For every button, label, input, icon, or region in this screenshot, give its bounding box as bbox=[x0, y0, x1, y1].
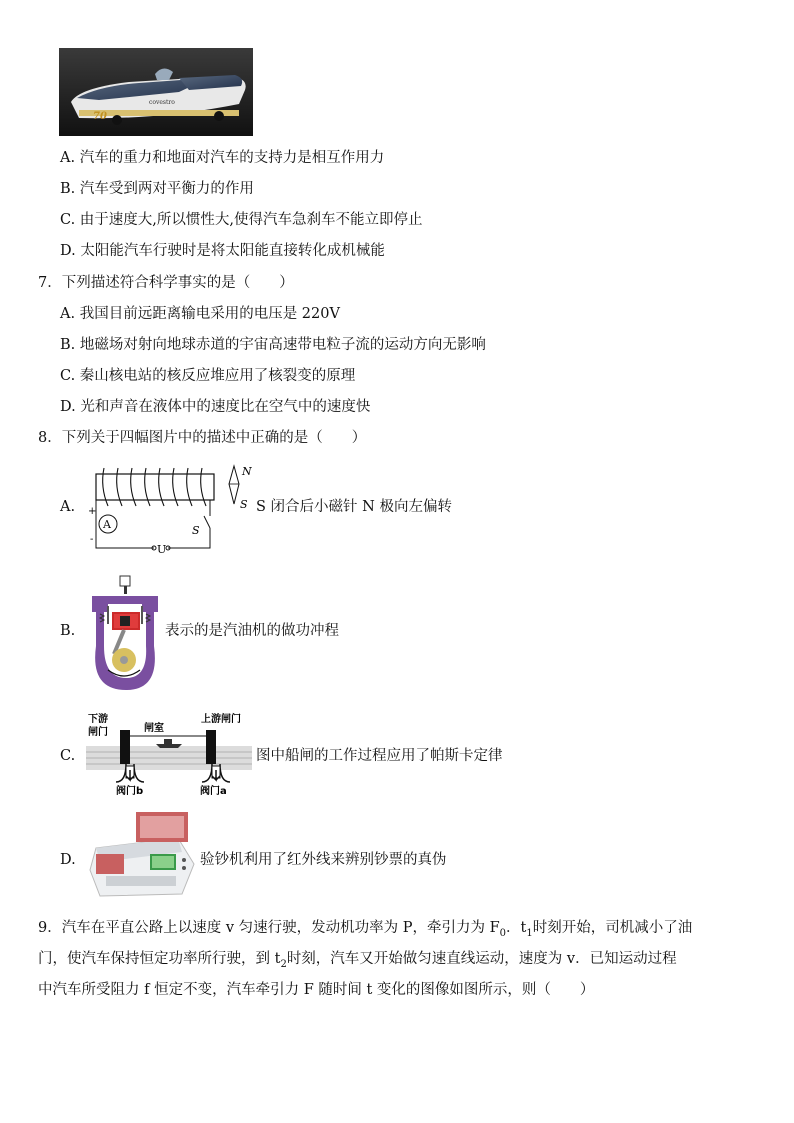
valve-a-label: 阀门a bbox=[200, 786, 227, 797]
q8-option-c-text: 图中船闸的工作过程应用了帕斯卡定律 bbox=[256, 748, 503, 764]
downstream-gate-label: 下游 bbox=[88, 714, 108, 725]
plus-sign: + bbox=[88, 506, 97, 517]
q9-text: 门，使汽车保持恒定功率所行驶，到 t bbox=[38, 951, 281, 967]
car-brand-text: covestro bbox=[149, 99, 175, 106]
q6-option-a bbox=[60, 148, 384, 168]
q9-line-2 bbox=[38, 949, 677, 975]
q8-option-b-letter: B. bbox=[60, 623, 76, 639]
q8-option-a-text: S 闭合后小磁针 N 极向左偏转 bbox=[256, 499, 452, 515]
upstream-gate-label: 上游闸门 bbox=[201, 714, 241, 725]
q7-option-c bbox=[60, 366, 355, 386]
option-text: 秦山核电站的核反应堆应用了核裂变的原理 bbox=[79, 368, 356, 384]
q9-line-1 bbox=[38, 918, 692, 944]
solenoid-circuit-diagram bbox=[86, 462, 256, 554]
q7-stem: 7．下列描述符合科学事实的是（ ） bbox=[38, 275, 294, 291]
option-text: 由于速度大,所以惯性大,使得汽车急刹车不能立即停止 bbox=[79, 212, 423, 228]
option-letter: A. bbox=[60, 150, 76, 166]
q7-option-b bbox=[60, 335, 486, 355]
option-text: 汽车的重力和地面对汽车的支持力是相互作用力 bbox=[79, 150, 385, 166]
option-letter: D. bbox=[60, 399, 76, 415]
q8-option-b-text: 表示的是汽油机的做功冲程 bbox=[165, 623, 339, 639]
option-text: 汽车受到两对平衡力的作用 bbox=[79, 181, 254, 197]
chamber-label: 闸室 bbox=[144, 723, 164, 734]
q9-text: 时刻，汽车又开始做匀速直线运动，速度为 v．已知运动过程 bbox=[286, 951, 677, 967]
ship-lock-diagram bbox=[86, 708, 252, 800]
option-text: 我国目前远距离输电采用的电压是 220V bbox=[79, 306, 340, 322]
option-letter: B. bbox=[60, 181, 76, 197]
switch-label: S bbox=[192, 524, 200, 537]
option-letter: B. bbox=[60, 337, 76, 353]
valve-b-label: 阀门b bbox=[116, 786, 144, 797]
needle-n-label: N bbox=[242, 465, 252, 478]
gasoline-engine-diagram bbox=[86, 574, 164, 692]
q6-option-d bbox=[60, 241, 385, 261]
money-counter-image bbox=[86, 808, 198, 900]
q9-text: 时刻开始，司机减小了油 bbox=[532, 920, 693, 936]
q9-text: ．t bbox=[506, 920, 527, 936]
q8-option-d-letter: D. bbox=[60, 852, 76, 868]
option-letter: A. bbox=[60, 306, 76, 322]
q8-stem: 8．下列关于四幅图片中的描述中正确的是（ ） bbox=[38, 430, 367, 446]
q8-option-c-letter: C. bbox=[60, 748, 76, 764]
minus-sign: - bbox=[90, 534, 94, 545]
option-text: 太阳能汽车行驶时是将太阳能直接转化成机械能 bbox=[80, 243, 385, 259]
voltage-label: U bbox=[157, 543, 167, 554]
subscript: 1 bbox=[526, 927, 533, 939]
q7-option-d bbox=[60, 397, 370, 417]
option-letter: C. bbox=[60, 212, 76, 228]
q7-option-a bbox=[60, 304, 340, 324]
q6-option-c bbox=[60, 210, 423, 230]
option-text: 地磁场对射向地球赤道的宇宙高速带电粒子流的运动方向无影响 bbox=[79, 337, 486, 353]
solar-car-image bbox=[59, 48, 253, 136]
option-letter: D. bbox=[60, 243, 76, 259]
needle-s-label: S bbox=[240, 498, 248, 511]
ammeter-label: A bbox=[103, 518, 111, 531]
q9-line-3: 中汽车所受阻力 f 恒定不变，汽车牵引力 F 随时间 t 变化的图像如图所示，则（ ） bbox=[38, 982, 595, 998]
q9-text: 9．汽车在平直公路上以速度 v 匀速行驶，发动机功率为 P，牵引力为 F bbox=[38, 920, 500, 936]
subscript: 0 bbox=[499, 927, 507, 939]
q8-option-a-letter: A. bbox=[60, 499, 76, 515]
q6-option-b bbox=[60, 179, 254, 199]
option-text: 光和声音在液体中的速度比在空气中的速度快 bbox=[80, 399, 371, 415]
car-logo-text: 70 bbox=[93, 111, 107, 122]
downstream-gate-label-2: 闸门 bbox=[88, 727, 108, 738]
subscript: 2 bbox=[280, 958, 287, 970]
option-letter: C. bbox=[60, 368, 76, 384]
q8-option-d-text: 验钞机利用了红外线来辨别钞票的真伪 bbox=[200, 852, 447, 868]
